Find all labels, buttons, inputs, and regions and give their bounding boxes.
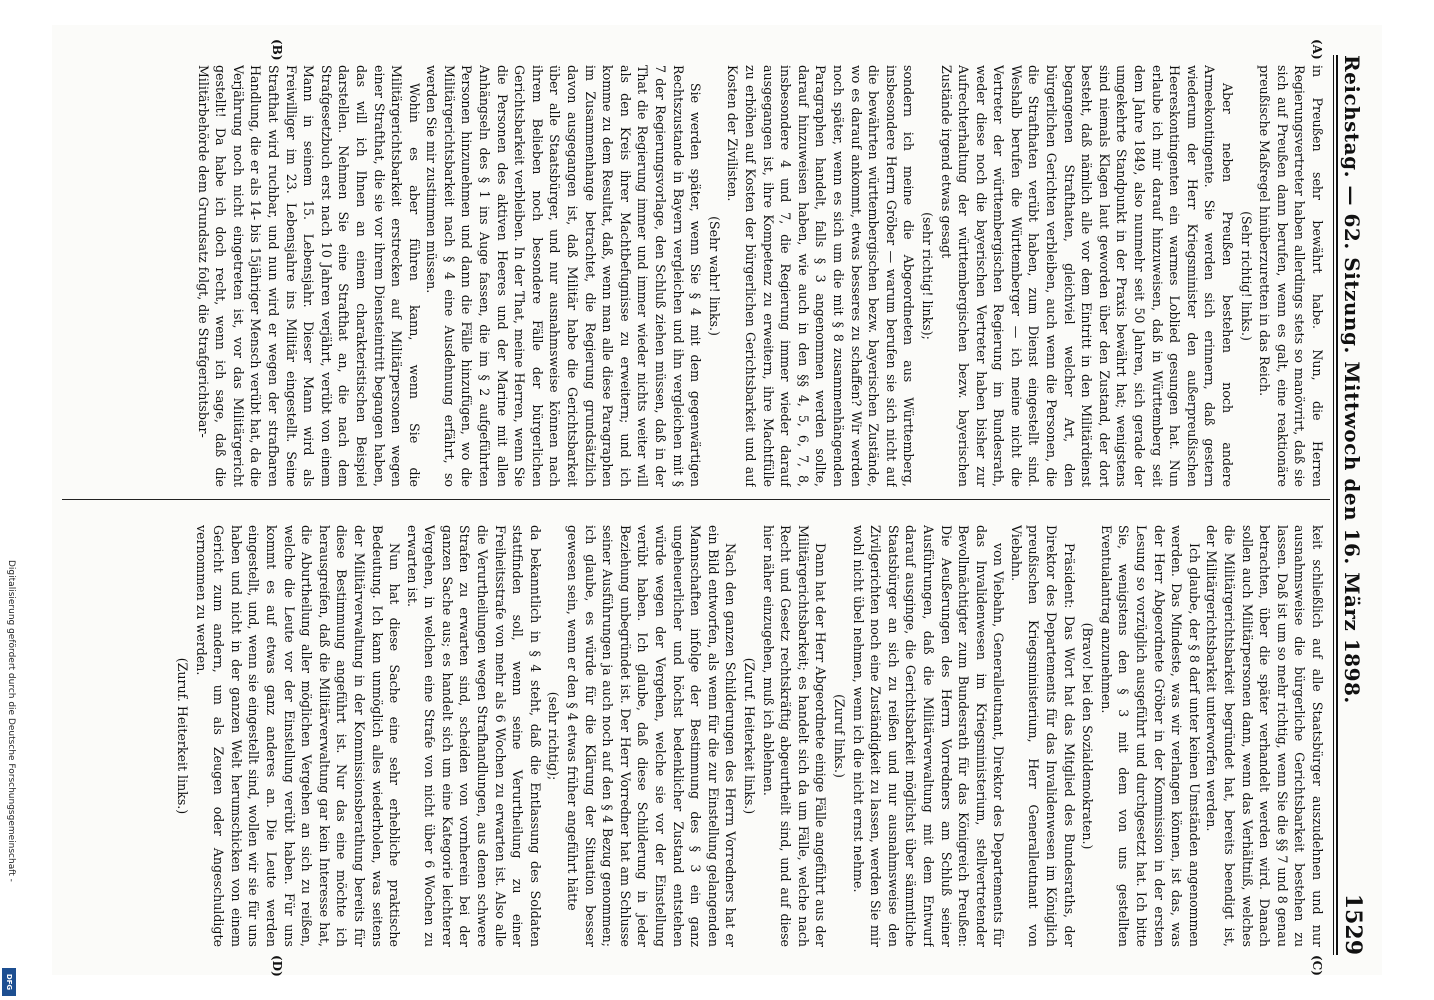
dfg-logo [2,968,16,996]
page-number: 1529 [1340,893,1366,955]
paragraph: sondern ich meine die Abgeordneten aus Württemberg, insbesondere Herrn Gröber — warum berufen sie sich nicht auf die bewährten württembergischen bezw. bayerischen Zustände, wo es darauf ankommt, etwas besseres zu schaffen? Wir werden noch später, wenn es sich um die mit § 8 zusammenhängenden Paragraphen handelt, falls § 3 angenommen werden sollte, darauf hinzuweisen haben, wie auch in den §§ 4, 5, 6, 7, 8, insbesondere 4 und 7, die Regierung immer wieder darauf ausgegangen ist, ihre Kompetenz zu erweitern, ihre Machtfülle zu erhöhen auf Kosten der bürgerlichen Gerichtsbarkeit und auf Kosten der Zivilisten. [725,65,917,487]
right-column [64,525,1326,947]
interjection: (Zuruf. Heiterkeit links.) [742,657,757,815]
interjection: (Zuruf. Heiterkeit links.) [175,657,190,815]
paragraph: Ich glaube, der § 8 darf unter keinen Umständen angenommen werden. Das Mindeste, was wir verlangen können, ist das, was der Herr Abgeordnete Gröber in der Kommission in der ersten Lesung so vorzüglich ausgeführt und durchgesetzt hat. Ich bitte Sie, wenigstens den § 3 mit dem von uns gestellten Eventualantrag anzunehmen. [1098,525,1202,947]
margin-marker-d: (D) [270,955,284,977]
running-head [1340,55,1374,955]
margin-marker-a: (A) [1310,39,1324,60]
margin-marker-c: (C) [1310,955,1324,976]
paragraph: da bekanntlich in § 4 steht, daß die Entlassung des Soldaten stattfinden soll, wenn seine Verurtheilung zu einer Freiheitsstrafe von mehr als 6 Wochen zu erwarten ist. Also alle die Verurtheilungen wegen Strafhandlungen, aus denen schwere Strafen zu erwarten sind, scheiden von vornherein bei der ganzen Sache aus; es handelt sich um eine Kategorie leichterer Vergehen, in welchen eine Strafe von nicht über 6 Wochen zu erwarten ist. [404,525,543,947]
header-rule-thin [1333,55,1334,955]
interjection: (sehr richtig); [546,691,562,781]
left-column [64,65,1326,487]
document-page [52,25,1382,975]
speaker-paragraph-president: Präsident: Das Wort hat das Mitglied des Bundesraths, der Direktor des Departements für das Invalidenwesen im Königlich preußischen Kriegsministerium, Herr Generalleutnant von Viebahn. [1008,525,1077,947]
paragraph: in Preußen sehr bewährt habe. Nun, die Herren Regierungsvertreter haben allerdings stets so manövrirt, daß sie sich auf Preußen dann berufen, wenn es galt, eine reaktionäre preußische Maßregel hinüberzuretten in das Reich. [1257,65,1325,487]
interjection: (Sehr wahr! links.) [706,216,722,336]
paragraph: Dann hat der Herr Abgeordnete einige Fälle angeführt aus der Militärgerichtsbarkeit; es handelt sich da um Fälle, welche nach Recht und Gesetz rechtskräftig abgeurtheilt sind, und auf diese hier näher einzugehen, muß ich ablehnen. [760,525,829,947]
dfg-logo-text: DFG [5,973,13,991]
digitization-credit [2,560,16,1000]
running-head-title: Reichstag. — 62. Sitzung. Mittwoch den 16. März 1898. [1340,55,1364,704]
speaker-paragraph-viebahn: von Viebahn, Generalleutnant, Direktor des Departements für das Invalidenwesen im Kriegsministerium, stellvertretender Bevollmächtigter zum Bundesrath für das Königreich Preußen: Die Aeußerungen des Herrn Vorredners am Schluß seiner Ausführungen, daß die Militärverwaltung mit dem Entwurf darauf ausginge, die Gerichtsbarkeit möglichst über sämmtliche Staatsbürger an sich zu reißen und nur ausnahmsweise den Zivilgerichten noch eine Zuständigkeit zu lassen, werden Sie mir wohl nicht übel nehmen, wenn ich die nicht ernst nehme. [850,525,1007,947]
credit-text: Digitalisierung gefördert durch die Deutsche Forschungsgemeinschaft - [6,560,16,882]
paragraph: Wohin es aber führen kann, wenn Sie die Militärgerichtsbarkeit erstrecken auf Militärpersonen wegen einer Strafthat, die sie vor ihrem Diensteintritt begangen haben, das will ich Ihnen an einem charakteristischen Beispiel darstellen. Nehmen Sie eine Strafthat an, die nach dem Strafgesetzbuch erst nach 10 Jahren verjährt, verübt von einem Mann in seinem 15. Lebensjahr. Dieser Mann wird als Freiwilliger im 23. Lebensjahre ins Militär eingestellt. Seine Strafthat wird ruchbar, und nun wird er wegen der strafbaren Handlung, die er als 14- bis 15jähriger Mensch verübt hat, da die Verjährung noch nicht eingetreten ist, vor das Militärgericht gestellt! Da habe ich doch recht, wenn ich sage, daß die Militärbehörde dem Grundsatz folgt, die Strafgerichtsbar- [195,65,422,487]
margin-marker-b: (B) [270,39,284,61]
header-rule [1336,55,1338,955]
interjection: (Bravo! bei den Sozialdemokraten.) [1080,622,1096,850]
paragraph: keit schließlich auf alle Staatsbürger auszudehnen und nur ausnahmsweise die bürgerliche Gerichtsbarkeit bestehen zu lassen. Daß ist um so mehr richtig, wenn Sie die §§ 7 und 8 genau betrachten, über die später verhandelt werden wird. Danach sollen auch Militärpersonen dann, wenn das Verhältniß, welches die Militärgerichtsbarkeit begründet hat, bereits beendigt ist, der Militärgerichtsbarkeit unterworfen werden. [1204,525,1325,947]
paragraph: Sie werden später, wenn Sie § 4 mit dem gegenwärtigen Rechtszustande in Bayern vergleichen und ihn vergleichen mit § 7 der Regierungsvorlage, den Schluß ziehen müssen, daß in der That die Regierung immer und immer wieder nichts weiter will als den Kreis ihrer Machtbefugnisse zu erweitern; und ich komme zu dem Resultat, daß, wenn man alle diese Paragraphen im Zusammenhange betrachtet, die Regierung grundsätzlich davon ausgegangen ist, daß Militär habe die Gerichtsbarkeit über alle Staatsbürger, und nur ausnahmsweise können nach ihrem Belieben noch besondere Fälle der bürgerlichen Gerichtsbarkeit verbleiben. In der That, meine Herren, wenn Sie die Personen des aktiven Heeres und der Marine mit allen Anhängseln des § 1 ins Auge fassen, die im § 2 aufgeführten Personen hinzunehmen und dann die Fälle hinzufügen, wo die Militärgerichtsbarkeit nach § 4 eine Ausdehnung erfährt, so werden Sie mir zustimmen müssen. [424,65,704,487]
interjection: (Zuruf links.) [831,694,847,778]
column-divider [62,499,1330,500]
paragraph: Nun hat diese Sache eine sehr erhebliche praktische Bedeutung. Ich kann unmöglich alles wiederholen, was seitens der Militärverwaltung in der Kommissionsberathung bereits für diese Bestimmung angeführt ist. Nur das eine möchte ich herausgreifen, daß die Militärverwaltung gar kein Interesse hat, die Aburtheilung aller möglichen Vergehen an sich zu reißen, welche die Leute vor der Einstellung verübt haben. Für uns kommt es auf etwas ganz anderes an. Die Leute werden eingestellt, und, wenn sie eingestellt sind, wollen wir sie für uns haben und nicht in der ganzen Welt herumschicken von einem Gericht zum andern, um als Zeugen oder Angeschuldigte vernommen zu werden. [193,525,403,947]
paragraph: Aber neben Preußen bestehen noch andere Armeekontingente. Sie werden sich erinnern, daß gestern wiederum der Herr Kriegsminister den außerpreußischen Heereskontingenten ein warmes Loblied gesungen hat. Nun erlaube ich mir darauf hinzuweisen, daß in Württemberg seit dem Jahre 1849, also nunmehr seit 50 Jahren, sich gerade der umgekehrte Standpunkt in der Praxis bewährt hat; wenigstens sind niemals Klagen laut geworden über den Zustand, der dort besteht, daß nämlich alle vor dem Eintritt in den Militärdienst begangenen Strafthaten, gleichviel welcher Art, den bürgerlichen Gerichten verbleiben, auch wenn die Personen, die die Strafthaten verübt haben, zum Dienst eingestellt sind. Weshalb berufen die Württemberger — ich meine nicht die Vertreter der württembergischen Regierung im Bundesrath, weder diese noch die bayerischen Vertreter haben bisher zur Aufrechterhaltung der württembergischen bezw. bayerischen Zustände irgend etwas gesagt [938,65,1236,487]
interjection: (Sehr richtig! links.) [1238,211,1254,341]
paragraph: Nach den ganzen Schilderungen des Herrn Vorredners hat er ein Bild entworfen, als wenn für die zur Einstellung gelangenden Mannschaften infolge der Bestimmung des § 3 ein ganz ungeheuerlicher und höchst bedenklicher Zustand entstehen würde wegen der Vergehen, welche sie vor der Einstellung verübt haben. Ich glaube, daß diese Schilderung in jeder Beziehung unbegründet ist. Der Herr Vorredner hat am Schlusse seiner Ausführungen ja auch noch auf den § 4 Bezug genommen; ich glaube, es würde für die Klärung der Situation besser gewesen sein, wenn er den § 4 etwas früher angeführt hätte [565,525,739,947]
interjection: (sehr richtig! links); [919,212,935,340]
